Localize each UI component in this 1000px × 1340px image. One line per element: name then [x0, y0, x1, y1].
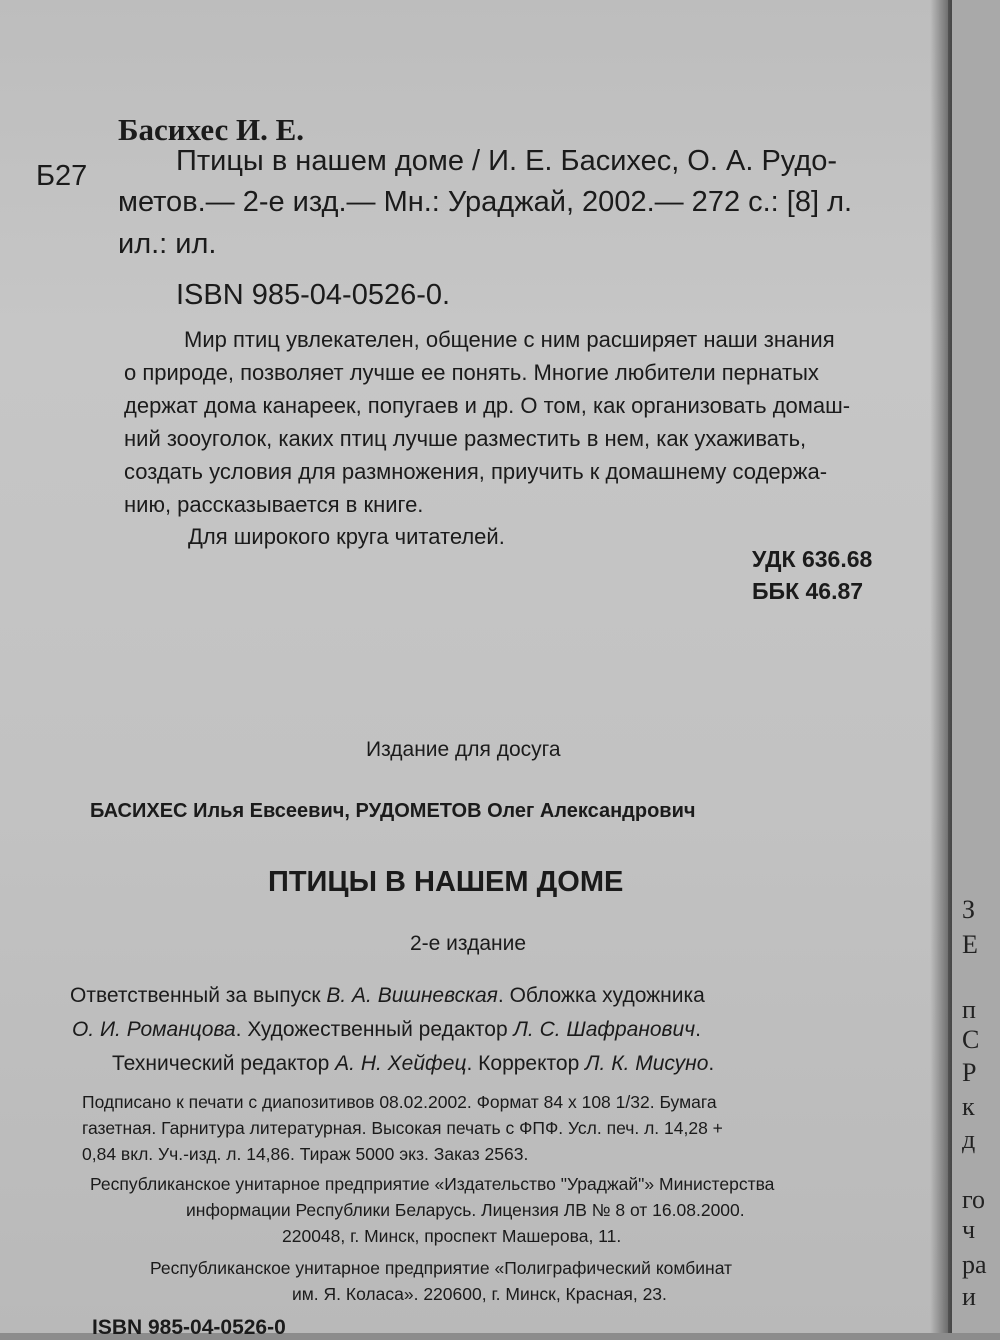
printer-line-2: им. Я. Коласа». 220600, г. Минск, Красная, 23. — [292, 1284, 667, 1304]
bottom-isbn: ISBN 985-04-0526-0 — [92, 1316, 286, 1339]
credit-name: Л. С. Шафранович — [513, 1018, 696, 1041]
printer-line-1: Республиканское унитарное предприятие «Полиграфический комбинат — [150, 1258, 733, 1278]
credits-line-3 — [112, 1052, 714, 1076]
print-line-2: газетная. Гарнитура литературная. Высокая печать с ФПФ. Усл. печ. л. 14,28 + — [82, 1118, 723, 1138]
udk: УДК 636.68 — [752, 546, 873, 572]
bbk: ББК 46.87 — [752, 578, 864, 604]
author-heading: Басихес И. Е. — [118, 112, 305, 147]
credit-role: . Корректор — [466, 1052, 580, 1075]
credit-name: В. А. Вишневская — [326, 984, 498, 1007]
credit-role: . Обложка художника — [497, 984, 705, 1007]
author2-surname: РУДОМЕТОВ — [355, 800, 482, 822]
abstract-line-4: ний зооуголок, каких птиц лучше разместить в нем, как ухаживать, — [124, 426, 807, 451]
fragment: ра — [962, 1250, 987, 1279]
call-number: Б27 — [36, 160, 88, 192]
credit-role: Технический редактор — [112, 1052, 330, 1075]
publisher-line-3: 220048, г. Минск, проспект Машерова, 11. — [282, 1226, 622, 1246]
print-line-1: Подписано к печати с диапозитивов 08.02.2002. Формат 84 х 108 1/32. Бумага — [82, 1092, 717, 1112]
page-edge-shadow — [930, 0, 952, 1333]
fragment: Е — [962, 930, 978, 959]
fragment: С — [962, 1025, 980, 1054]
author1-names: Илья Евсеевич, — [193, 800, 350, 822]
credit-punct: . — [695, 1018, 701, 1041]
adjacent-page-edge — [952, 0, 1000, 1333]
isbn: ISBN 985-04-0526-0. — [176, 279, 451, 311]
fragment: ч — [962, 1215, 976, 1244]
credit-role: Ответственный за выпуск — [70, 984, 321, 1007]
fragment: п — [962, 995, 976, 1024]
fragment: к — [962, 1092, 975, 1121]
abstract-line-2: о природе, позволяет лучше ее понять. Многие любители пернатых — [124, 360, 819, 385]
author2-names: Олег Александрович — [487, 800, 696, 822]
entry-line-1: Птицы в нашем доме / И. Е. Басихес, О. А. Рудо- — [176, 145, 838, 177]
book-title: ПТИЦЫ В НАШЕМ ДОМЕ — [268, 866, 624, 898]
credit-role: . Художественный редактор — [235, 1018, 508, 1041]
fragment: Р — [962, 1058, 977, 1087]
edition: 2-е издание — [410, 932, 527, 955]
author1-surname: БАСИХЕС — [90, 800, 188, 822]
audience: Для широкого круга читателей. — [188, 524, 505, 549]
publisher-line-2: информации Республики Беларусь. Лицензия ЛВ № 8 от 16.08.2000. — [186, 1200, 745, 1220]
credit-name: А. Н. Хейфец — [335, 1052, 467, 1075]
authors-line — [90, 800, 696, 823]
abstract-line-5: создать условия для размножения, приучить к домашнему содержа- — [124, 459, 828, 484]
credits-line-2 — [72, 1018, 701, 1042]
abstract-line-1: Мир птиц увлекателен, общение с ним расширяет наши знания — [184, 327, 835, 352]
credit-punct: . — [708, 1052, 715, 1075]
entry-line-3: ил.: ил. — [118, 228, 217, 260]
fragment: го — [962, 1185, 986, 1214]
abstract-line-6: нию, рассказывается в книге. — [124, 492, 424, 517]
credit-name: О. И. Романцова — [72, 1018, 236, 1041]
credits-line-1 — [70, 984, 705, 1008]
publisher-line-1: Республиканское унитарное предприятие «Издательство "Ураджай"» Министерства — [90, 1174, 775, 1194]
print-line-3: 0,84 вкл. Уч.-изд. л. 14,86. Тираж 5000 экз. Заказ 2563. — [82, 1144, 529, 1164]
fragment: З — [962, 895, 976, 924]
entry-line-2: метов.— 2-е изд.— Мн.: Ураджай, 2002.— 272 с.: [8] л. — [118, 186, 853, 218]
abstract-line-3: держат дома канареек, попугаев и др. О том, как организовать домаш- — [124, 393, 851, 418]
credit-name: Л. К. Мисуно — [585, 1052, 709, 1075]
edition-type: Издание для досуга — [366, 738, 561, 761]
fragment: д — [962, 1125, 976, 1154]
fragment: и — [962, 1282, 976, 1311]
